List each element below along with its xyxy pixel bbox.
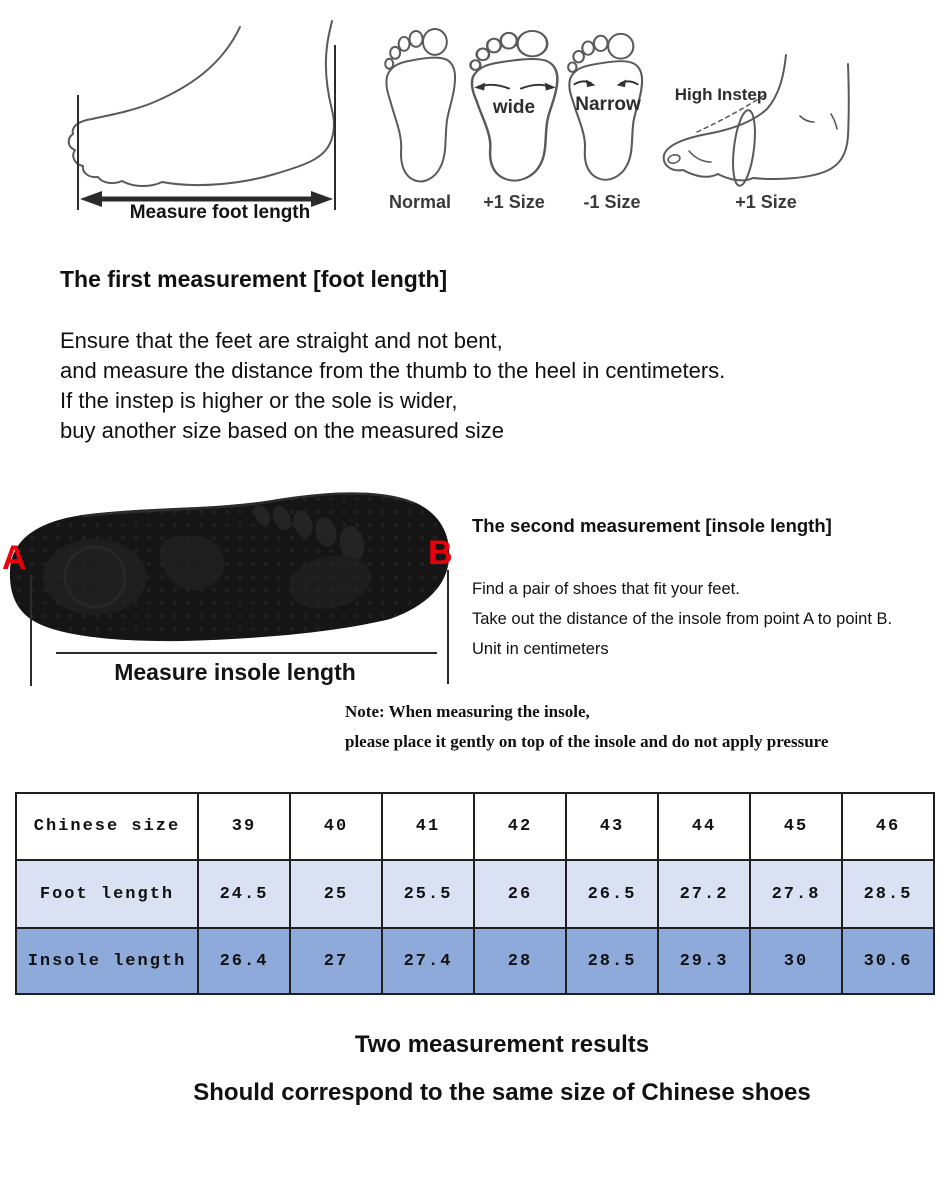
insole-length-cell: 28 bbox=[474, 928, 566, 994]
insole-length-cell: 27.4 bbox=[382, 928, 474, 994]
size-cell: 44 bbox=[658, 793, 750, 860]
foot-length-cell: 28.5 bbox=[842, 860, 934, 928]
first-measurement-line-3: If the instep is higher or the sole is wider, bbox=[60, 388, 458, 413]
first-measurement-line-4: buy another size based on the measured size bbox=[60, 418, 504, 443]
measure-insole-length-label: Measure insole length bbox=[114, 659, 356, 685]
first-measurement-line-1: Ensure that the feet are straight and not bent, bbox=[60, 328, 503, 353]
insole-length-cell: 30.6 bbox=[842, 928, 934, 994]
note-section bbox=[345, 697, 945, 757]
note-line-1: Note: When measuring the insole, bbox=[345, 702, 590, 721]
size-cell: 39 bbox=[198, 793, 290, 860]
foot-length-cell: 27.2 bbox=[658, 860, 750, 928]
sole-normal-illustration bbox=[382, 26, 460, 189]
second-measurement-line-1: Find a pair of shoes that fit your feet. bbox=[472, 580, 740, 598]
row-header-chinese-size: Chinese size bbox=[16, 793, 198, 860]
second-measurement-line-2: Take out the distance of the insole from point A to point B. bbox=[472, 610, 893, 628]
first-measurement-title: The first measurement [foot length] bbox=[60, 266, 448, 292]
first-measurement-section bbox=[60, 266, 920, 446]
insole-length-cell: 26.4 bbox=[198, 928, 290, 994]
size-cell: 41 bbox=[382, 793, 474, 860]
point-a-label: A bbox=[2, 539, 27, 577]
measure-foot-length-label: Measure foot length bbox=[129, 202, 311, 223]
insole-length-cell: 27 bbox=[290, 928, 382, 994]
size-cell: 46 bbox=[842, 793, 934, 860]
table-row-sizes bbox=[16, 793, 934, 860]
foot-length-cell: 25 bbox=[290, 860, 382, 928]
foot-side-view-illustration bbox=[40, 15, 350, 210]
wide-annotation: wide bbox=[492, 97, 536, 118]
size-chart-table bbox=[15, 792, 935, 995]
size-cell: 42 bbox=[474, 793, 566, 860]
second-measurement-section bbox=[472, 515, 948, 664]
footer-line-1: Two measurement results bbox=[354, 1031, 650, 1058]
foot-length-cell: 26 bbox=[474, 860, 566, 928]
second-measurement-line-3: Unit in centimeters bbox=[472, 640, 609, 658]
caption-normal: Normal bbox=[388, 192, 451, 212]
first-measurement-line-2: and measure the distance from the thumb to the heel in centimeters. bbox=[60, 358, 726, 383]
size-cell: 43 bbox=[566, 793, 658, 860]
note-line-2: please place it gently on top of the insole and do not apply pressure bbox=[345, 732, 829, 751]
table-row-foot-length bbox=[16, 860, 934, 928]
high-instep-annotation: High Instep bbox=[674, 85, 768, 104]
caption-wide-size: +1 Size bbox=[483, 192, 545, 212]
table-row-insole-length bbox=[16, 928, 934, 994]
foot-length-cell: 27.8 bbox=[750, 860, 842, 928]
foot-length-cell: 25.5 bbox=[382, 860, 474, 928]
footer-line-2: Should correspond to the same size of Chinese shoes bbox=[193, 1079, 811, 1106]
insole-length-cell: 29.3 bbox=[658, 928, 750, 994]
point-b-label: B bbox=[428, 534, 453, 572]
insole-length-cell: 30 bbox=[750, 928, 842, 994]
second-measurement-title: The second measurement [insole length] bbox=[472, 515, 832, 536]
foot-length-cell: 26.5 bbox=[566, 860, 658, 928]
size-cell: 45 bbox=[750, 793, 842, 860]
size-cell: 40 bbox=[290, 793, 382, 860]
narrow-annotation: Narrow bbox=[575, 94, 641, 115]
foot-high-instep-illustration bbox=[653, 52, 863, 192]
foot-length-cell: 24.5 bbox=[198, 860, 290, 928]
row-header-insole-length: Insole length bbox=[16, 928, 198, 994]
caption-narrow-size: -1 Size bbox=[583, 192, 641, 212]
insole-length-cell: 28.5 bbox=[566, 928, 658, 994]
row-header-foot-length: Foot length bbox=[16, 860, 198, 928]
caption-instep-size: +1 Size bbox=[735, 192, 797, 212]
